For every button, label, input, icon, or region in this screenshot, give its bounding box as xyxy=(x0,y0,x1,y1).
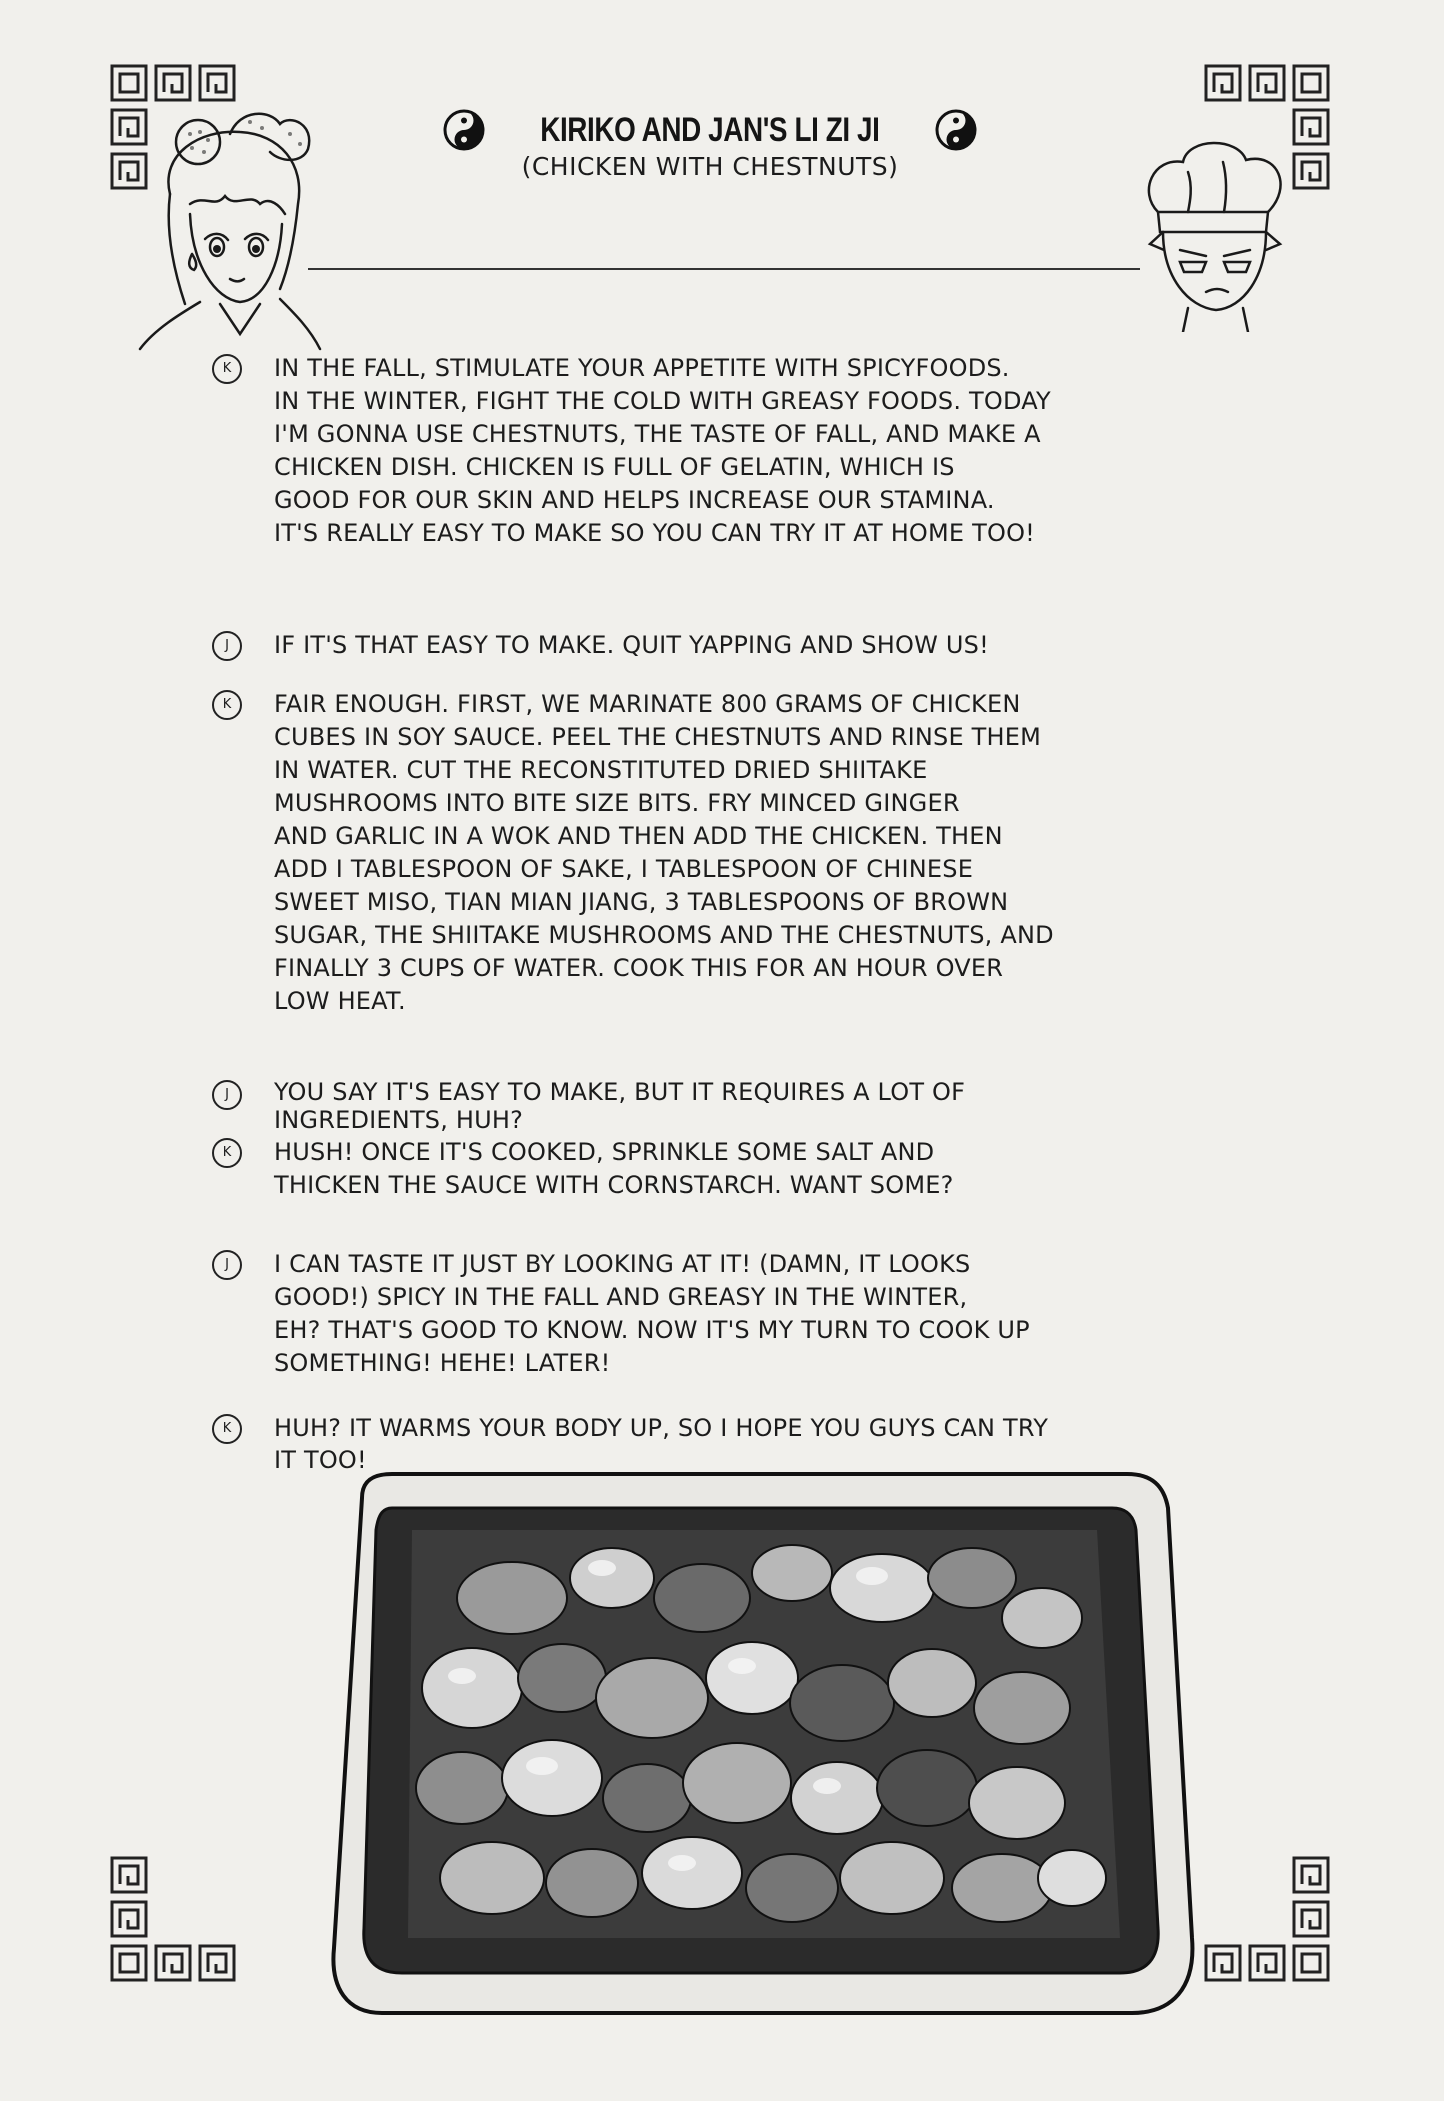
dialogue-entry-jan xyxy=(212,629,1092,662)
kiriko-portrait xyxy=(130,104,330,358)
speaker-marker: K xyxy=(212,1138,242,1168)
dialogue-text: HUH? IT WARMS YOUR BODY UP, SO I HOPE YOU GUYS CAN TRY IT TOO! xyxy=(274,1414,1049,1474)
bottom-right-meander-ornament xyxy=(1204,1856,1334,1986)
speaker-marker: K xyxy=(212,354,242,384)
dialogue-text: IF IT'S THAT EASY TO MAKE. QUIT YAPPING AND SHOW US! xyxy=(274,631,989,659)
chicken-chestnut-dish-illustration xyxy=(312,1468,1212,2032)
title-row xyxy=(440,100,980,160)
speaker-marker: J xyxy=(212,1250,242,1280)
title-divider xyxy=(308,268,1140,270)
speaker-marker: J xyxy=(212,631,242,661)
dialogue-entry-jan xyxy=(212,1248,1092,1380)
dialogue-entry-kiriko xyxy=(212,1412,1092,1476)
dialogue-entry-kiriko xyxy=(212,688,1092,1018)
bottom-left-meander-ornament xyxy=(110,1856,260,1986)
speaker-marker: J xyxy=(212,1080,242,1110)
speaker-marker: K xyxy=(212,1414,242,1444)
dialogue-text: IN THE FALL, STIMULATE YOUR APPETITE WITH SPICYFOODS. IN THE WINTER, FIGHT THE COLD WITH GREASY FOODS. TODAY I'M GONNA USE CHESTNUTS, THE TASTE OF FALL, AND MAKE A CHICKEN DISH. CHICKEN IS FULL OF GELATIN, WHICH IS GOOD FOR OUR SKIN AND HELPS INCREASE OUR STAMINA. IT'S REALLY EASY TO MAKE SO YOU CAN TRY IT AT HOME TOO! xyxy=(274,354,1051,547)
jan-portrait xyxy=(1128,132,1298,336)
dialogue-text: YOU SAY IT'S EASY TO MAKE, BUT IT REQUIRES A LOT OF INGREDIENTS, HUH? xyxy=(274,1078,966,1134)
yin-yang-icon xyxy=(443,109,485,151)
page-subtitle: (CHICKEN WITH CHESTNUTS) xyxy=(521,152,899,181)
dialogue-entry-kiriko xyxy=(212,352,1092,550)
dialogue-entry-jan xyxy=(212,1078,1092,1134)
speaker-marker: K xyxy=(212,690,242,720)
dialogue-text: HUSH! ONCE IT'S COOKED, SPRINKLE SOME SALT AND THICKEN THE SAUCE WITH CORNSTARCH. WANT SOME? xyxy=(274,1138,954,1199)
page-title: KIRIKO AND JAN'S LI ZI JI xyxy=(540,110,880,149)
dialogue-text: FAIR ENOUGH. FIRST, WE MARINATE 800 GRAMS OF CHICKEN CUBES IN SOY SAUCE. PEEL THE CHESTNUTS AND RINSE THEM IN WATER. CUT THE RECONSTITUTED DRIED SHIITAKE MUSHROOMS INTO BITE SIZE BITS. FRY MINCED GINGER AND GARLIC IN A WOK AND THEN ADD THE CHICKEN. THEN ADD I TABLESPOON OF SAKE, I TABLESPOON OF CHINESE SWEET MISO, TIAN MIAN JIANG, 3 TABLESPOONS OF BROWN SUGAR, THE SHIITAKE MUSHROOMS AND THE CHESTNUTS, AND FINALLY 3 CUPS OF WATER. COOK THIS FOR AN HOUR OVER LOW HEAT. xyxy=(274,690,1054,1015)
dialogue-entry-kiriko xyxy=(212,1136,1092,1202)
yin-yang-icon xyxy=(935,109,977,151)
dialogue-text: I CAN TASTE IT JUST BY LOOKING AT IT! (DAMN, IT LOOKS GOOD!) SPICY IN THE FALL AND GREASY IN THE WINTER, EH? THAT'S GOOD TO KNOW. NOW IT'S MY TURN TO COOK UP SOMETHING! HEHE! LATER! xyxy=(274,1250,1030,1377)
